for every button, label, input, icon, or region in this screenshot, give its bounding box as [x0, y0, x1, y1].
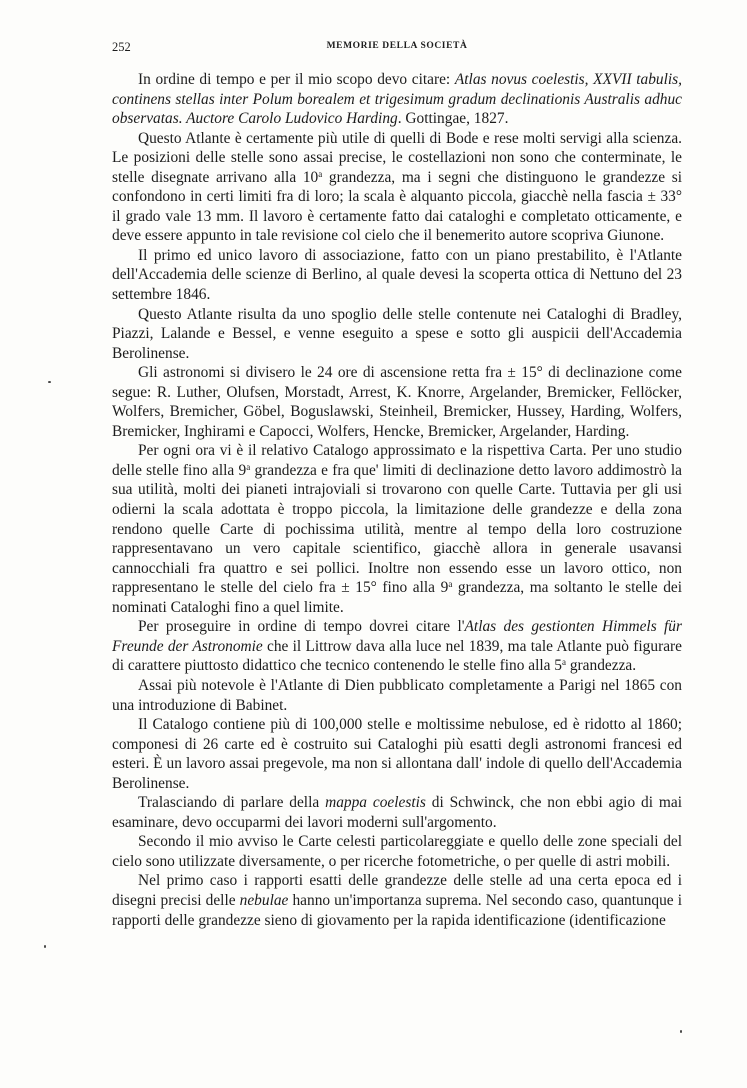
text-run: Il Catalogo contiene più di 100,000 stelle e moltissime nebulose, ed è ridotto al 1860; componesi di 26 carte ed è costruito sui Cataloghi più esatti degli astronomi francesi ed esteri. È un lavoro assai pregevole, ma non si allontana dall' indole di quello dell'Accademia Berolinense. — [112, 716, 682, 792]
text-run: grandezza, ma soltanto le stelle dei nominati Cataloghi fino a quel limite. — [112, 579, 682, 616]
paragraph — [112, 363, 682, 441]
body-text — [112, 70, 682, 930]
paragraph — [112, 129, 682, 246]
text-run: di Schwinck, che non ebbi agio di mai esaminare, devo occuparmi dei lavori moderni sull'argomento. — [112, 794, 682, 831]
italic-text: Atlas novus coelestis, XXVII tabulis, continens stellas inter Polum borealem et trigesimum gradum declinationis Australis adhuc observatas. Auctore Carolo Ludovico Harding — [112, 71, 683, 128]
text-run: Assai più notevole è l'Atlante di Dien pubblicato completamente a Parigi nel 1865 con una introduzione di Babinet. — [112, 676, 682, 714]
text-run: Per ogni ora vi è il relativo Catalogo approssimato e la rispettiva Carta. Per uno studio delle stelle fino alla 9 — [112, 442, 682, 479]
page-number: 252 — [112, 40, 131, 54]
text-run: Gli astronomi si divisero le 24 ore di ascensione retta fra ± 15° di declinazione come segue: R. Luther, Olufsen, Morstadt, Arrest, K. Knorre, Argelander, Bremicker, Fellöcker, Wolfers, Bremicher, Göbel, Boguslawski, Steinheil, Bremicker, Hussey, Harding, Wolfers, Bremicker, Inghirami e Capocci, Wolfers, Hencke, Bremicker, Argelander, Harding. — [112, 364, 682, 440]
text-run: Nel primo caso i rapporti esatti delle grandezze delle stelle ad una certa epoca ed i disegni precisi delle — [112, 872, 682, 909]
scan-speck — [680, 1030, 682, 1033]
scan-speck — [44, 945, 46, 948]
running-title: MEMORIE DELLA SOCIETÀ — [326, 41, 468, 51]
paragraph — [112, 305, 682, 364]
paragraph — [112, 441, 682, 617]
paragraph — [112, 617, 682, 676]
page-header — [112, 40, 682, 60]
italic-text: Atlas des gestionten Himmels für Freunde der Astronomie — [112, 618, 682, 655]
italic-text: mappa coelestis — [325, 794, 426, 812]
text-run: grandezza, ma i segni che distinguono le grandezze si confondono in certi limiti fra di loro; la scala è alquanto piccola, giacchè nella fascia ± 33° il grado vale 13 mm. Il lavoro è certamente fatto dai cataloghi e completato otticamente, e deve essere appunto in tale revisione col cielo che il benemerito autore scopriva Giunone. — [112, 168, 682, 245]
paragraph — [112, 715, 682, 793]
text-run: grandezza. — [566, 657, 637, 675]
superscript: a — [246, 461, 251, 472]
text-run: Il primo ed unico lavoro di associazione, fatto con un piano prestabilito, è l'Atlante dell'Accademia delle scienze di Berlino, al quale devesi la scoperta ottica di Nettuno del 23 settembre 1846. — [112, 246, 682, 304]
text-run: che il Littrow dava alla luce nel 1839, ma tale Atlante può figurare di carattere piuttosto didattico che tecnico contenendo le stelle fino alla 5 — [112, 637, 682, 675]
scan-speck — [48, 381, 51, 383]
italic-text: nebulae — [239, 891, 289, 909]
superscript: a — [318, 168, 323, 179]
paragraph — [112, 871, 682, 930]
paragraph — [112, 793, 682, 832]
text-run: Tralasciando di parlare della — [138, 794, 326, 812]
text-run: grandezza e fra que' limiti di declinazione detto lavoro addimostrò la sua utilità, molti dei pianeti intrajoviali si trovarono con quelle Carte. Tuttavia per gli usi odierni la scala adottata è troppo piccola, la limitazione delle grandezze e della zona rendono quelle Carte di pochissima utilità, mentre al tempo della loro costruzione rappresentavano un vero capitale scientifico, giacchè allora in generale usavansi cannocchiali fra quattro e sei pollici. Inoltre non essendo esse un lavoro ottico, non rappresentano le stelle del cielo fra ± 15° fino alla 9 — [112, 461, 682, 597]
text-run: . Gottingae, 1827. — [397, 110, 509, 128]
superscript: a — [448, 579, 453, 590]
text-run: Secondo il mio avviso le Carte celesti particolareggiate e quello delle zone speciali del cielo sono utilizzate diversamente, o per ricerche fotometriche, o per quelle di astri mobili. — [112, 833, 682, 870]
paragraph — [112, 246, 682, 305]
text-run: Per proseguire in ordine di tempo dovrei citare l' — [138, 618, 465, 636]
text-run: In ordine di tempo e per il mio scopo devo citare: — [138, 71, 455, 88]
text-run: hanno un'importanza suprema. Nel secondo caso, quantunque i rapporti delle grandezze sieno di giovamento per la rapida identificazione (identificazione — [112, 891, 683, 929]
paragraph — [112, 70, 682, 129]
text-run: Questo Atlante risulta da uno spoglio delle stelle contenute nei Cataloghi di Bradley, Piazzi, Lalande e Bessel, e venne eseguito a spese e sotto gli auspicii dell'Accademia Berolinense. — [112, 305, 682, 362]
paragraph — [112, 832, 682, 871]
superscript: a — [562, 657, 567, 668]
text-run: Questo Atlante è certamente più utile di quelli di Bode e rese molti servigi alla scienza. Le posizioni delle stelle sono assai precise, le costellazioni non sono che conterminate, le stelle disegnate arrivano alla 10 — [112, 129, 682, 186]
paragraph — [112, 676, 682, 715]
